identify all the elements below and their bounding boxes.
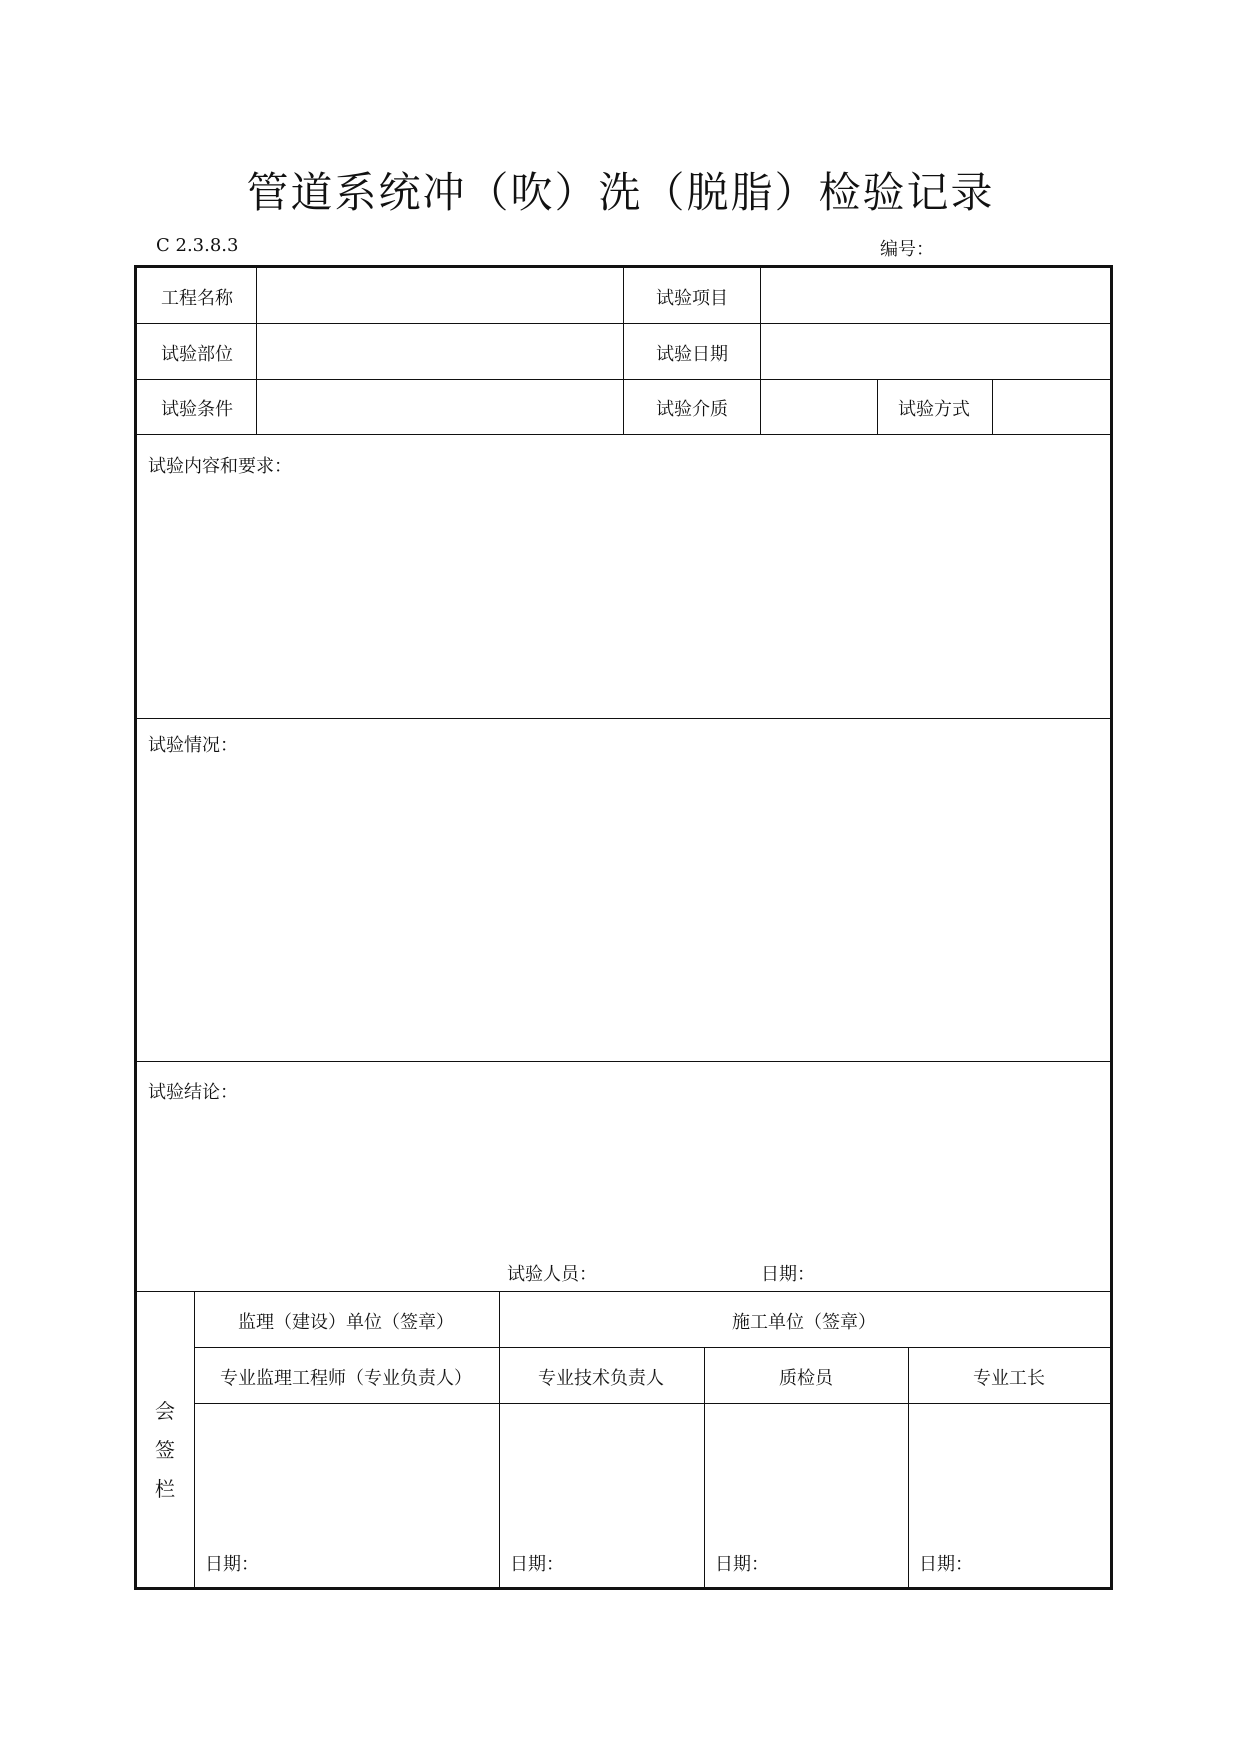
test-content-label: 试验内容和要求：: [148, 456, 292, 477]
test-part-label: 试验部位: [161, 344, 233, 365]
column-divider: [256, 268, 257, 434]
test-method-label: 试验方式: [898, 399, 970, 420]
signoff-date-label: 日期：: [919, 1554, 973, 1575]
column-divider: [908, 1347, 909, 1587]
signoff-side-label: 栏: [155, 1477, 175, 1501]
signoff-date-label: 日期：: [205, 1554, 259, 1575]
test-situation-label: 试验情况：: [148, 735, 238, 756]
technical-lead-label: 专业技术负责人: [538, 1368, 664, 1389]
test-item-label: 试验项目: [656, 288, 728, 309]
signoff-side-label: 会: [155, 1399, 175, 1423]
project-name-label: 工程名称: [161, 288, 233, 309]
page-title: 管道系统冲（吹）洗（脱脂）检验记录: [246, 168, 995, 217]
test-date-label: 试验日期: [656, 344, 728, 365]
inspection-form: [134, 265, 1113, 1590]
column-divider: [623, 268, 624, 434]
serial-number-label: 编号：: [880, 239, 934, 260]
test-condition-label: 试验条件: [161, 399, 233, 420]
test-conclusion-label: 试验结论：: [148, 1082, 238, 1103]
column-divider: [992, 379, 993, 434]
form-code: C 2.3.8.3: [156, 235, 239, 256]
signoff-date-label: 日期：: [510, 1554, 564, 1575]
foreman-label: 专业工长: [973, 1368, 1045, 1389]
tester-label: 试验人员：: [507, 1264, 597, 1285]
signoff-side-label: 签: [155, 1438, 175, 1462]
row-divider: [194, 1403, 1110, 1404]
supervision-unit-label: 监理（建设）单位（签章）: [238, 1312, 454, 1333]
signoff-date-label: 日期：: [715, 1554, 769, 1575]
column-divider: [877, 379, 878, 434]
test-medium-label: 试验介质: [656, 399, 728, 420]
row-divider: [137, 718, 1110, 719]
row-divider: [137, 434, 1110, 435]
construction-unit-label: 施工单位（签章）: [732, 1312, 876, 1333]
column-divider: [704, 1347, 705, 1587]
column-divider: [760, 268, 761, 434]
column-divider: [499, 1291, 500, 1587]
row-divider: [194, 1347, 1110, 1348]
row-divider: [137, 1061, 1110, 1062]
supervising-engineer-label: 专业监理工程师（专业负责人）: [220, 1368, 472, 1389]
row-divider: [137, 1291, 1110, 1292]
quality-inspector-label: 质检员: [779, 1368, 833, 1389]
conclusion-date-label: 日期：: [761, 1264, 815, 1285]
column-divider: [194, 1291, 195, 1587]
